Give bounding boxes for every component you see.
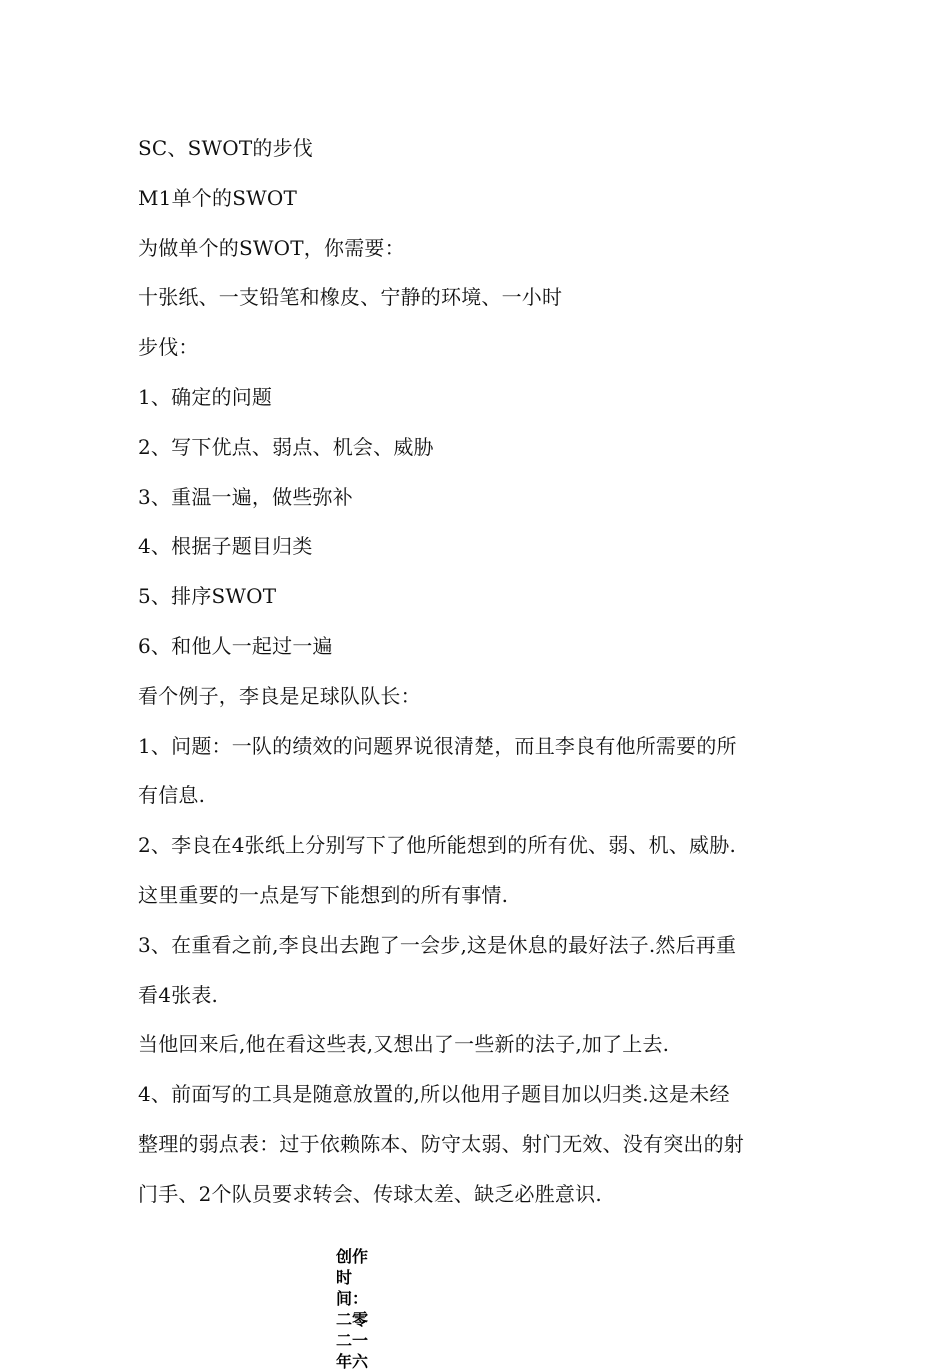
paragraph: 1、问题：一队的绩效的问题界说很清楚，而且李良有他所需要的所 — [138, 733, 737, 758]
list-item: 3、重温一遍，做些弥补 — [138, 484, 353, 509]
footer-line: 二一 — [336, 1331, 369, 1350]
list-item: 1、确定的问题 — [138, 384, 273, 409]
paragraph: 2、李良在4张纸上分别写下了他所能想到的所有优、弱、机、威胁. — [138, 833, 737, 858]
paragraph: 这里重要的一点是写下能想到的所有事情. — [138, 882, 509, 907]
paragraph: 为做单个的SWOT，你需要： — [138, 235, 405, 260]
list-item: 4、根据子题目归类 — [138, 534, 313, 559]
paragraph: 有信息. — [138, 783, 206, 808]
subsection-title: M1单个的SWOT — [138, 185, 297, 210]
paragraph: 看4张表. — [138, 982, 219, 1007]
paragraph: 十张纸、一支铅笔和橡皮、宁静的环境、一小时 — [138, 285, 563, 310]
paragraph: 4、前面写的工具是随意放置的,所以他用子题目加以归类.这是未经 — [138, 1082, 730, 1107]
paragraph: 当他回来后,他在看这些表,又想出了一些新的法子,加了上去. — [138, 1032, 670, 1057]
paragraph: 整理的弱点表：过于依赖陈本、防守太弱、射门无效、没有突出的射 — [138, 1131, 744, 1156]
list-item: 2、写下优点、弱点、机会、威胁 — [138, 434, 434, 459]
paragraph: 门手、2个队员要求转会、传球太差、缺乏必胜意识. — [138, 1181, 602, 1206]
document-body — [138, 124, 818, 1220]
footer-line: 时间： — [336, 1268, 369, 1308]
footer-line: 二零 — [336, 1310, 369, 1329]
section-title: SC、SWOT的步伐 — [138, 136, 313, 160]
list-item: 5、排序SWOT — [138, 584, 277, 609]
footer-line: 创作 — [336, 1247, 369, 1266]
paragraph: 3、在重看之前,李良出去跑了一会步,这是休息的最好法子.然后再重 — [138, 932, 737, 957]
paragraph: 看个例子，李良是足球队队长： — [138, 683, 421, 708]
paragraph: 步伐： — [138, 335, 199, 360]
footer-line: 年六 — [336, 1352, 369, 1371]
creation-time-note — [336, 1246, 382, 1372]
list-item: 6、和他人一起过一遍 — [138, 633, 333, 658]
